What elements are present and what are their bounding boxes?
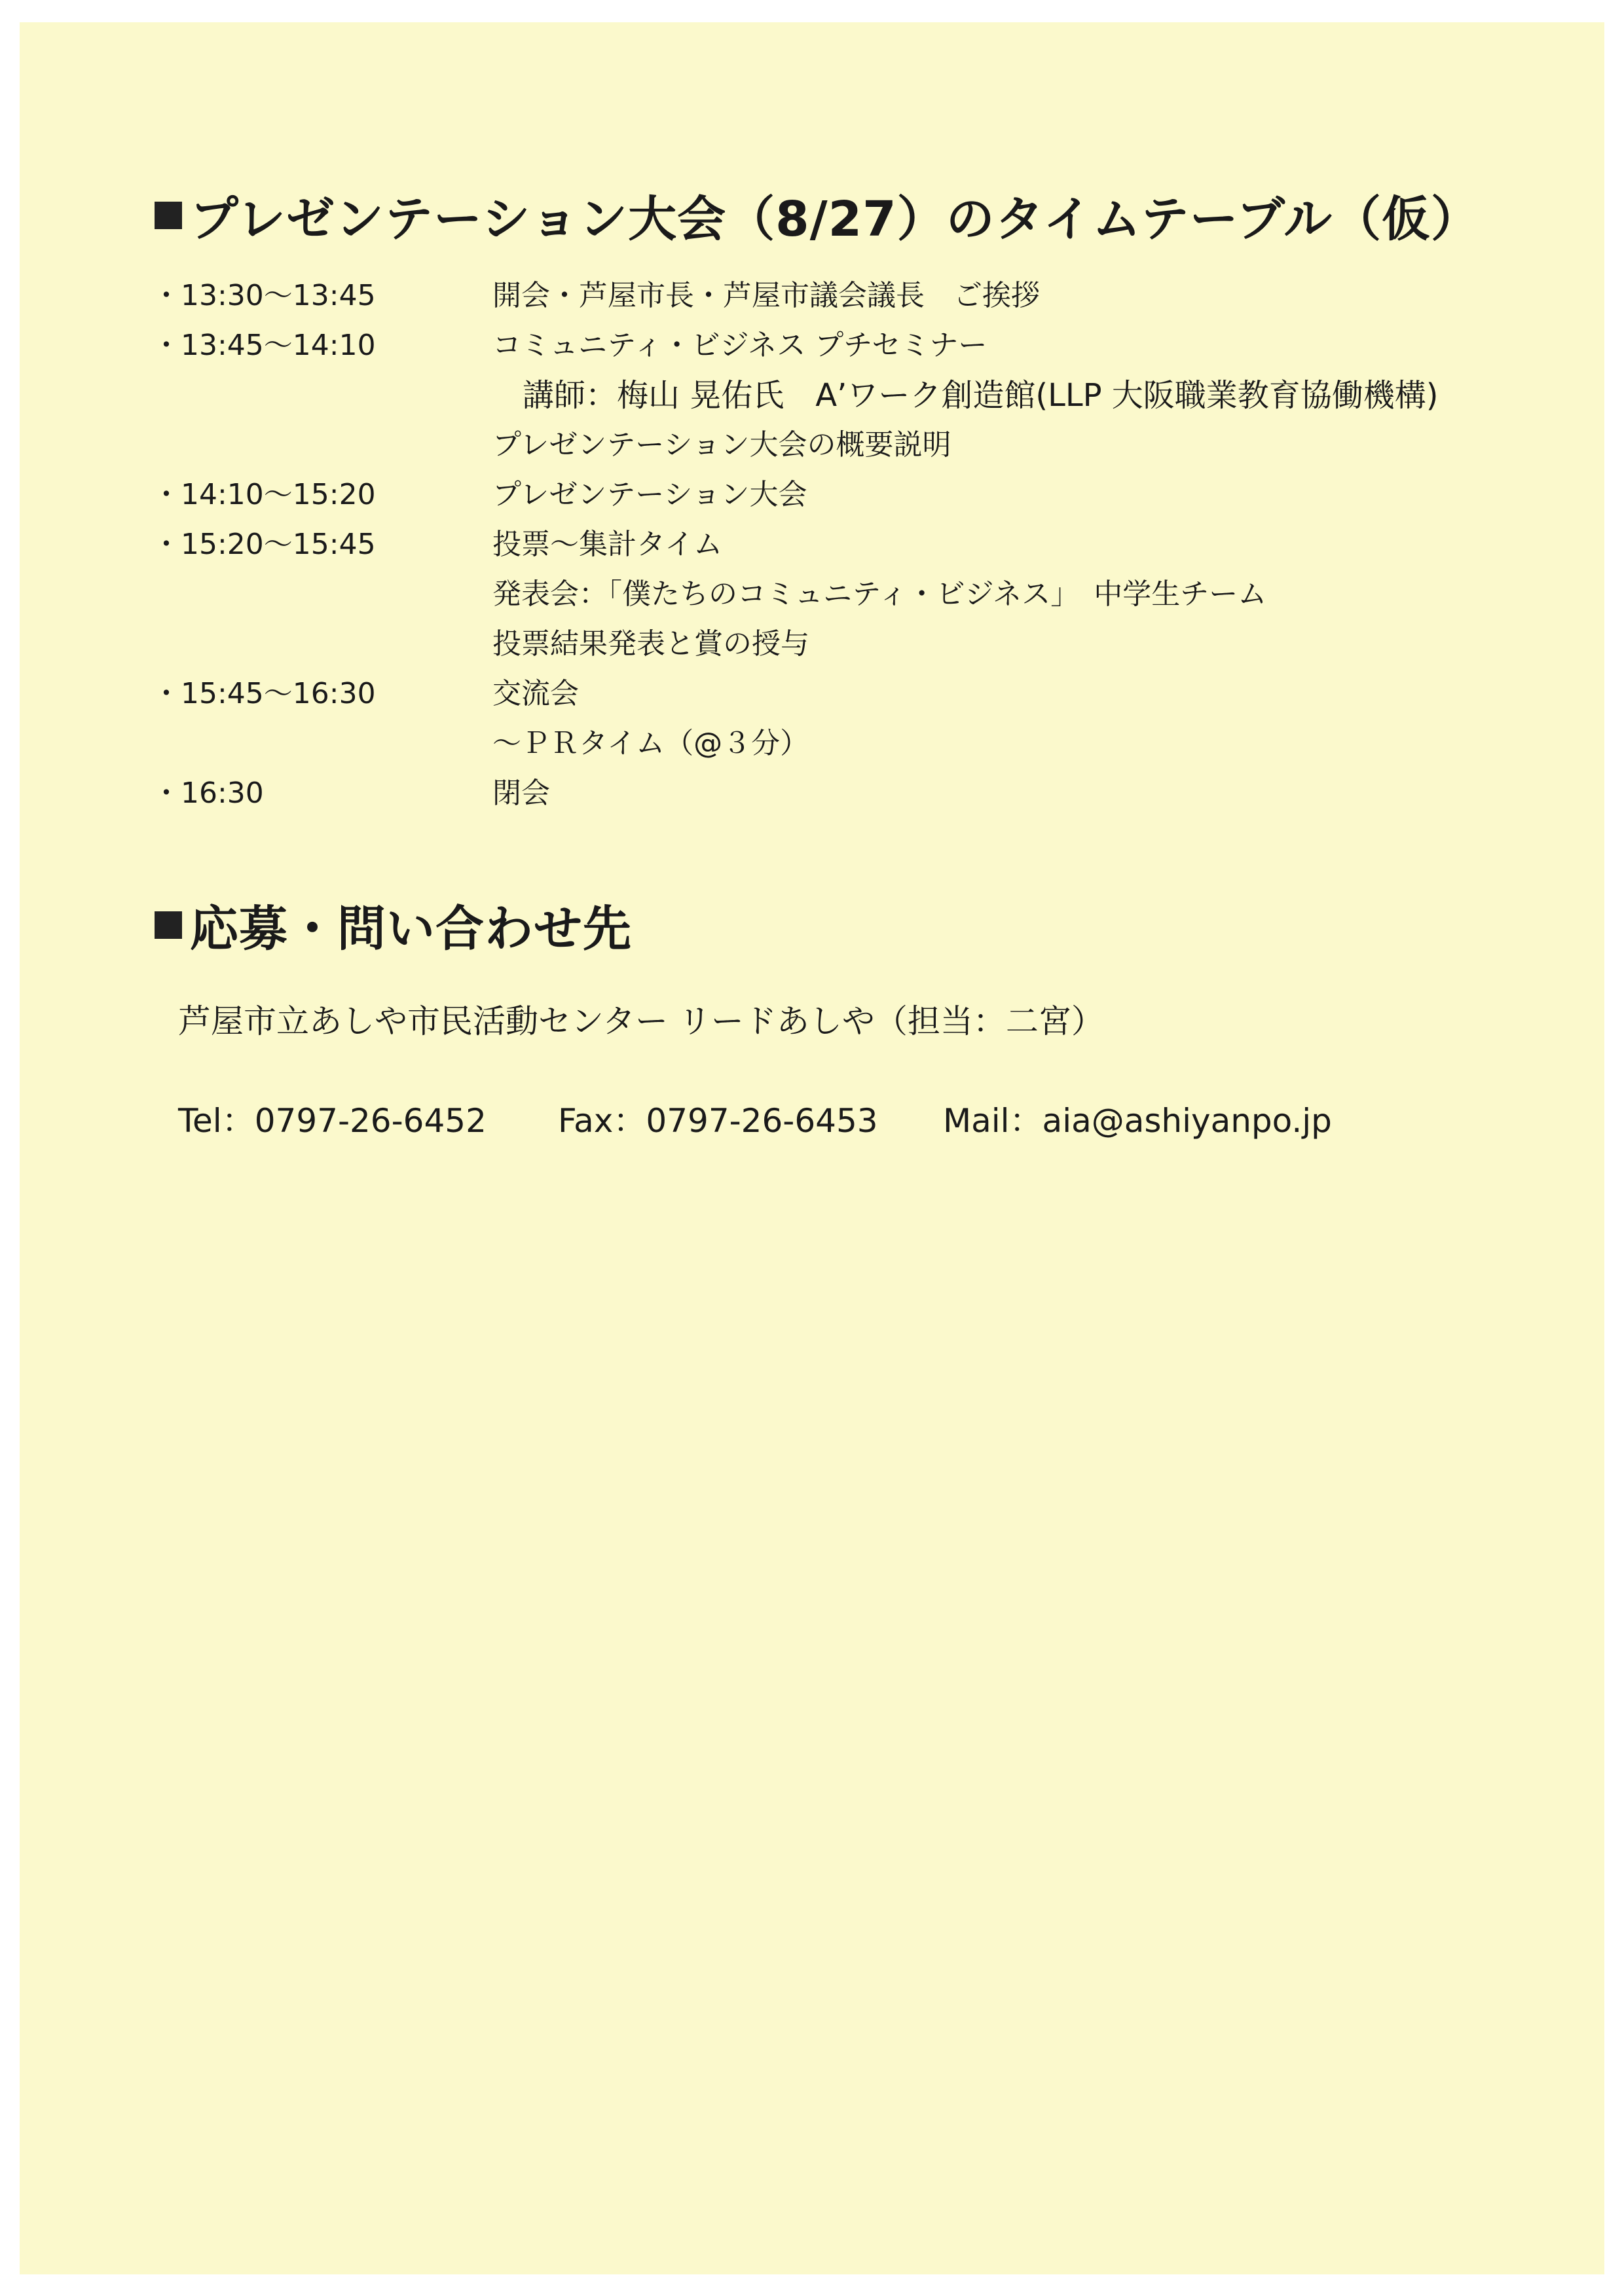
timetable-time: ・13:45～14:10 [152, 329, 376, 362]
square-bullet-icon [155, 202, 182, 229]
timetable-desc: 投票～集計タイム [492, 528, 723, 561]
timetable-desc: 投票結果発表と賞の授与 [492, 627, 809, 661]
contact-mail: Mail：aia@ashiyanpo.jp [943, 1102, 1332, 1140]
timetable-time: ・16:30 [152, 776, 264, 810]
contact-tel: Tel：0797-26-6452 [178, 1102, 487, 1140]
timetable-desc: 発表会：「僕たちのコミュニティ・ビジネス」 中学生チーム [492, 577, 1267, 611]
timetable-desc-speaker: 講師：梅山 晃佑氏 A’ワーク創造館(LLP 大阪職業教育協働機構) [523, 377, 1439, 414]
timetable-desc: プレゼンテーション大会の概要説明 [492, 428, 951, 462]
timetable-time: ・15:20～15:45 [152, 528, 376, 561]
timetable-time: ・13:30～13:45 [152, 279, 376, 312]
timetable-heading [155, 181, 1480, 250]
timetable-desc: コミュニティ・ビジネス プチセミナー [492, 329, 987, 362]
timetable-desc: 交流会 [492, 677, 579, 710]
contact-organization: 芦屋市立あしや市民活動センター リードあしや（担当：二宮） [178, 1002, 1104, 1040]
timetable-desc: プレゼンテーション大会 [492, 478, 807, 511]
contact-heading [155, 890, 632, 960]
timetable-time: ・15:45～16:30 [152, 677, 376, 710]
contact-fax: Fax：0797-26-6453 [558, 1102, 878, 1140]
timetable-time: ・14:10～15:20 [152, 478, 376, 511]
timetable-heading-text: プレゼンテーション大会（8/27）のタイムテーブル（仮） [190, 191, 1480, 247]
square-bullet-icon [155, 911, 182, 939]
timetable-desc: ～ＰＲタイム（@３分） [492, 727, 809, 760]
timetable-desc: 閉会 [492, 776, 550, 810]
contact-heading-text: 応募・問い合わせ先 [190, 901, 632, 957]
timetable-desc: 開会・芦屋市長・芦屋市議会議長 ご挨拶 [492, 279, 1040, 312]
